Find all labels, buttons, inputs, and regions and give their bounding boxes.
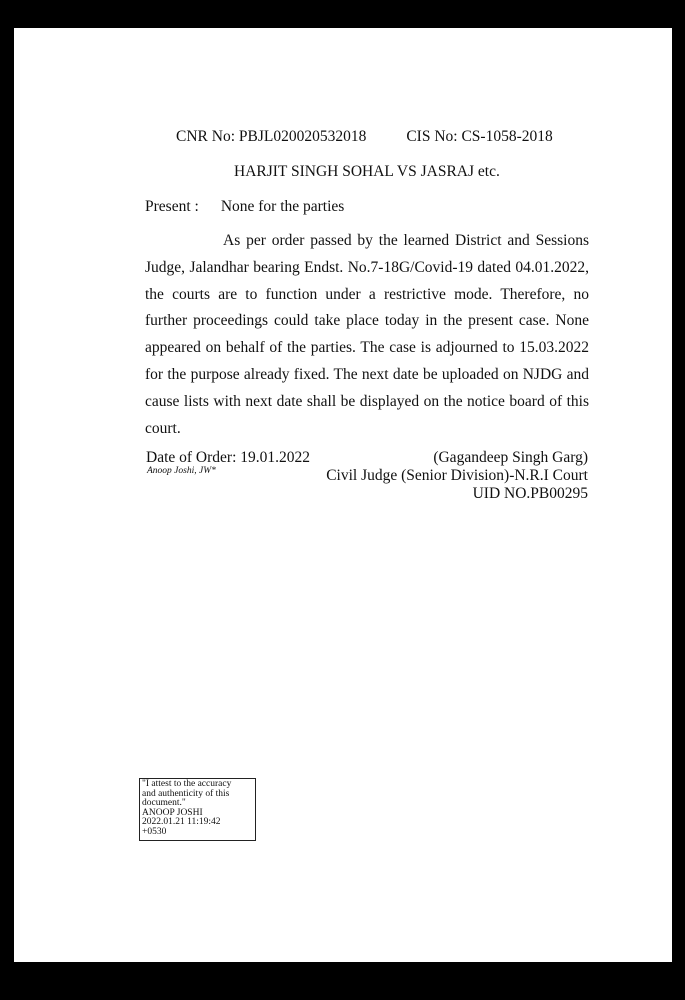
case-title: HARJIT SINGH SOHAL VS JASRAJ etc.: [234, 163, 500, 180]
typist-initials: Anoop Joshi, JW*: [147, 466, 216, 476]
present-label: Present :: [145, 198, 199, 215]
judge-uid: UID NO.PB00295: [472, 485, 588, 502]
attestation-name: ANOOP JOSHI: [142, 807, 203, 818]
attestation-line-1: "I attest to the accuracy: [142, 779, 232, 789]
document-page: [14, 28, 672, 962]
judge-designation: Civil Judge (Senior Division)-N.R.I Court: [326, 467, 588, 484]
date-of-order: Date of Order: 19.01.2022: [146, 449, 310, 466]
attestation-timezone: +0530: [142, 826, 167, 837]
judge-signature-block: [326, 449, 588, 503]
attestation-datetime: 2022.01.21 11:19:42: [142, 817, 221, 828]
cnr-number: CNR No: PBJL020020532018: [176, 128, 367, 145]
order-paragraph: As per order passed by the learned District and Sessions Judge, Jalandhar bearing Endst. No.7-18G/Covid-19 dated 04.01.2022, the courts are to function under a restrictive mode. Therefore, no further proceedings could take place today in the present case. None appeared on behalf of the parties. The case is adjourned to 15.03.2022 for the purpose already fixed. The next date be uploaded on NJDG and cause lists with next date shall be displayed on the notice board of this court.: [145, 232, 589, 437]
attestation-line-2: and authenticity of this: [142, 788, 230, 799]
cis-number: CIS No: CS-1058-2018: [406, 128, 553, 145]
judge-name: (Gagandeep Singh Garg): [433, 449, 588, 466]
attestation-stamp: [139, 778, 256, 841]
present-line: [145, 198, 344, 216]
attestation-line-3: document.": [142, 798, 186, 809]
present-value: None for the parties: [220, 198, 345, 215]
case-numbers-line: [176, 128, 553, 146]
